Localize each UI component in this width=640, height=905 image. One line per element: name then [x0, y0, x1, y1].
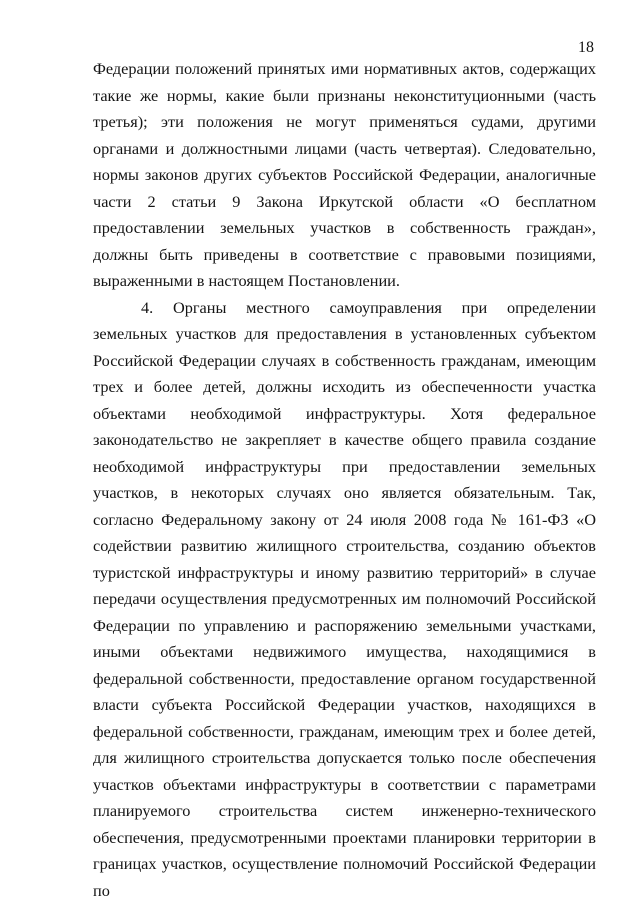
paragraph-4: 4. Органы местного самоуправления при определении земельных участков для предоставления в установленных субъектом Российской Федерации случаях в собственность гражданам, имеющим трех и более детей, должны исходить из обеспеченности участка объектами необходимой инфраструктуры. Хотя федеральное законодательство не закрепляет в качестве общего правила создание необходимой инфраструктуры при предоставлении земельных участков, в некоторых случаях оно является обязательным. Так, согласно Федеральному закону от 24 июля 2008 года № 161-ФЗ «О содействии развитию жилищного строительства, созданию объектов туристской инфраструктуры и иному развитию территорий» в случае передачи осуществления предусмотренных им полномочий Российской Федерации по управлению и распоряжению земельными участками, иными объектами недвижимого имущества, находящимися в федеральной собственности, предоставление органом государственной власти субъекта Российской Федерации участков, находящихся в федеральной собственности, гражданам, имеющим трех и более детей, для жилищного строительства допускается только после обеспечения участков объектами инфраструктуры в соответствии с параметрами планируемого строительства систем инженерно-технического обеспечения, предусмотренными проектами планировки территории в границах участков, осуществление полномочий Российской Федерации по: [93, 297, 596, 900]
body-text: [93, 56, 596, 904]
page-number: 18: [578, 39, 594, 56]
paragraph-continuation: Федерации положений принятых ими нормативных актов, содержащих такие же нормы, какие были признаны неконституционными (часть третья); эти положения не могут применяться судами, другими органами и должностными лицами (часть четвертая). Следовательно, нормы законов других субъектов Российской Федерации, аналогичные части 2 статьи 9 Закона Иркутской области «О бесплатном предоставлении земельных участков в собственность граждан», должны быть приведены в соответствие с правовыми позициями, выраженными в настоящем Постановлении.: [93, 59, 596, 290]
